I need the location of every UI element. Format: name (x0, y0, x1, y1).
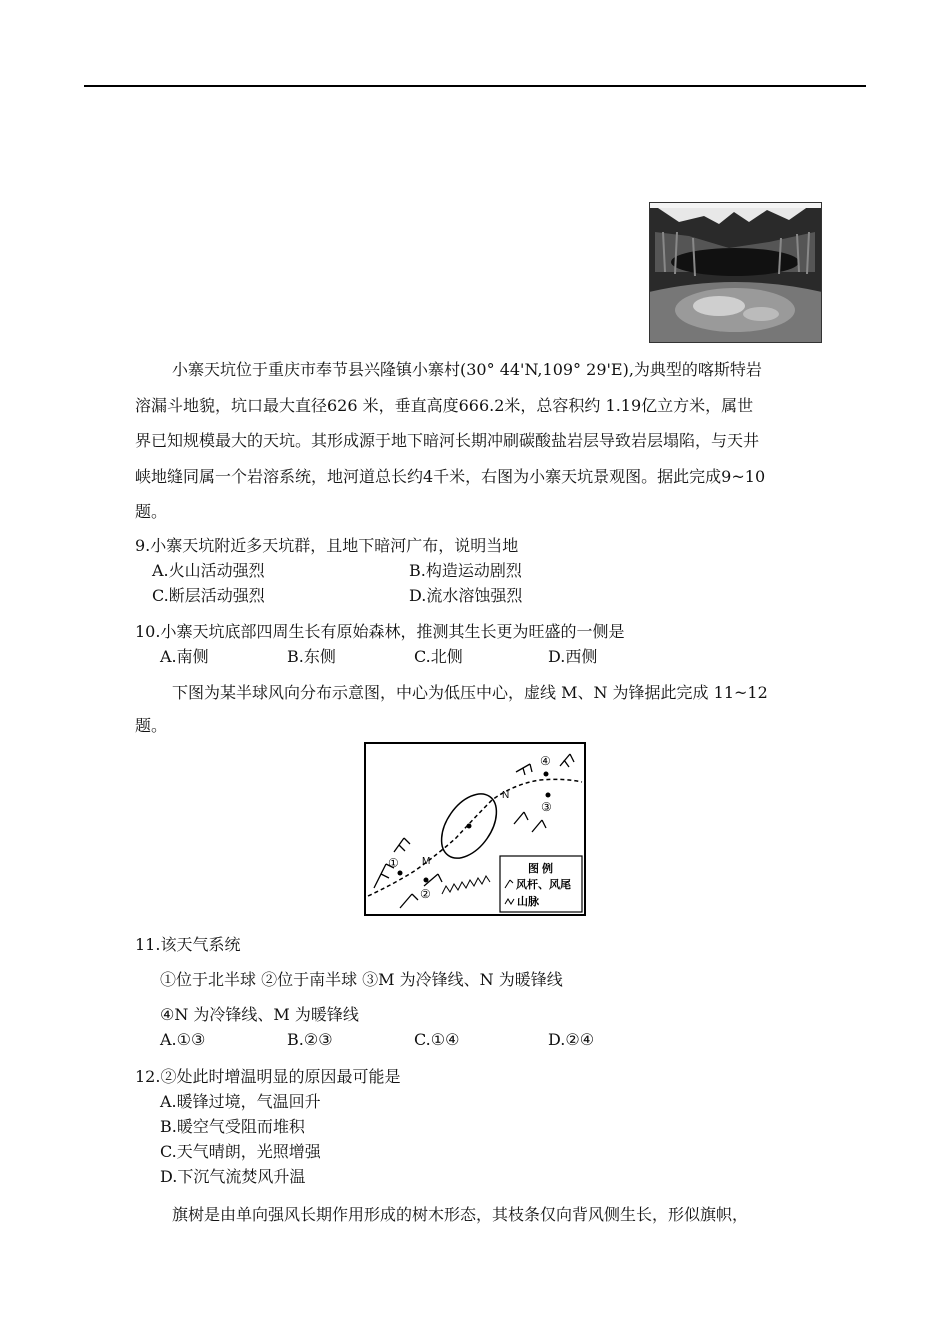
q12-option-b: B.暖空气受阻而堆积 (160, 1117, 305, 1136)
q11-statements-line2: ④N 为冷锋线、M 为暖锋线 (160, 1005, 359, 1024)
q12-option-d: D.下沉气流焚风升温 (160, 1167, 306, 1186)
q11-option-a: A.①③ (160, 1030, 206, 1049)
label-n: N (502, 790, 510, 801)
label-point-1: ① (388, 856, 399, 870)
q11-option-b: B.②③ (287, 1030, 333, 1049)
q10-stem: 10.小寨天坑底部四周生长有原始森林，推测其生长更为旺盛的一侧是 (135, 622, 625, 641)
point-4-dot (544, 772, 549, 777)
q12-option-c: C.天气晴朗，光照增强 (160, 1142, 321, 1161)
passage1-line2: 溶漏斗地貌，坑口最大直径626 米，垂直高度666.2米，总容积约 1.19亿立方米，属世 (135, 396, 754, 415)
legend-title: 图 例 (528, 863, 554, 875)
wind-front-diagram (364, 742, 586, 916)
point-2-dot (424, 878, 429, 883)
q12-option-a: A.暖锋过境，气温回升 (160, 1092, 321, 1111)
q10-option-b: B.东侧 (287, 647, 336, 666)
q11-option-c: C.①④ (414, 1030, 460, 1049)
q10-option-a: A.南侧 (160, 647, 209, 666)
q9-option-b: B.构造运动剧烈 (409, 561, 522, 580)
point-1-dot (398, 871, 403, 876)
q9-option-a: A.火山活动强烈 (152, 561, 265, 580)
legend-item-mountain: 山脉 (517, 896, 539, 908)
passage2-line1: 下图为某半球风向分布示意图，中心为低压中心，虚线 M、N 为锋据此完成 11~12 (172, 683, 768, 702)
label-m: M (422, 856, 431, 867)
header-rule (84, 85, 866, 87)
q12-stem: 12.②处此时增温明显的原因最可能是 (135, 1067, 401, 1086)
passage1-line5: 题。 (135, 502, 168, 521)
passage1-line1: 小寨天坑位于重庆市奉节县兴隆镇小寨村(30° 44'N,109° 29'E),为典型的喀斯特岩 (172, 360, 762, 379)
label-point-2: ② (420, 887, 431, 901)
label-point-3: ③ (541, 800, 552, 814)
passage3-line1: 旗树是由单向强风长期作用形成的树木形态，其枝条仅向背风侧生长，形似旗帜， (172, 1205, 749, 1224)
sinkhole-photo (649, 202, 822, 343)
q9-option-d: D.流水溶蚀强烈 (409, 586, 523, 605)
passage1-line4: 峡地缝同属一个岩溶系统，地河道总长约4千米，右图为小寨天坑景观图。据此完成9~10 (135, 467, 766, 486)
q9-option-c: C.断层活动强烈 (152, 586, 265, 605)
q10-option-d: D.西侧 (548, 647, 598, 666)
q11-statements-line1: ①位于北半球 ②位于南半球 ③M 为冷锋线、N 为暖锋线 (160, 970, 563, 989)
q11-option-d: D.②④ (548, 1030, 595, 1049)
passage2-line2: 题。 (135, 716, 168, 735)
point-3-dot (546, 793, 551, 798)
q10-option-c: C.北侧 (414, 647, 463, 666)
passage1-line3: 界已知规模最大的天坑。其形成源于地下暗河长期冲刷碳酸盐岩层导致岩层塌陷，与天井 (135, 431, 760, 450)
q9-stem: 9.小寨天坑附近多天坑群，且地下暗河广布，说明当地 (135, 536, 519, 555)
q11-stem: 11.该天气系统 (135, 935, 241, 954)
label-point-4: ④ (540, 754, 551, 768)
legend-item-wind: 风杆、风尾 (516, 879, 571, 891)
low-center-dot (467, 824, 472, 829)
